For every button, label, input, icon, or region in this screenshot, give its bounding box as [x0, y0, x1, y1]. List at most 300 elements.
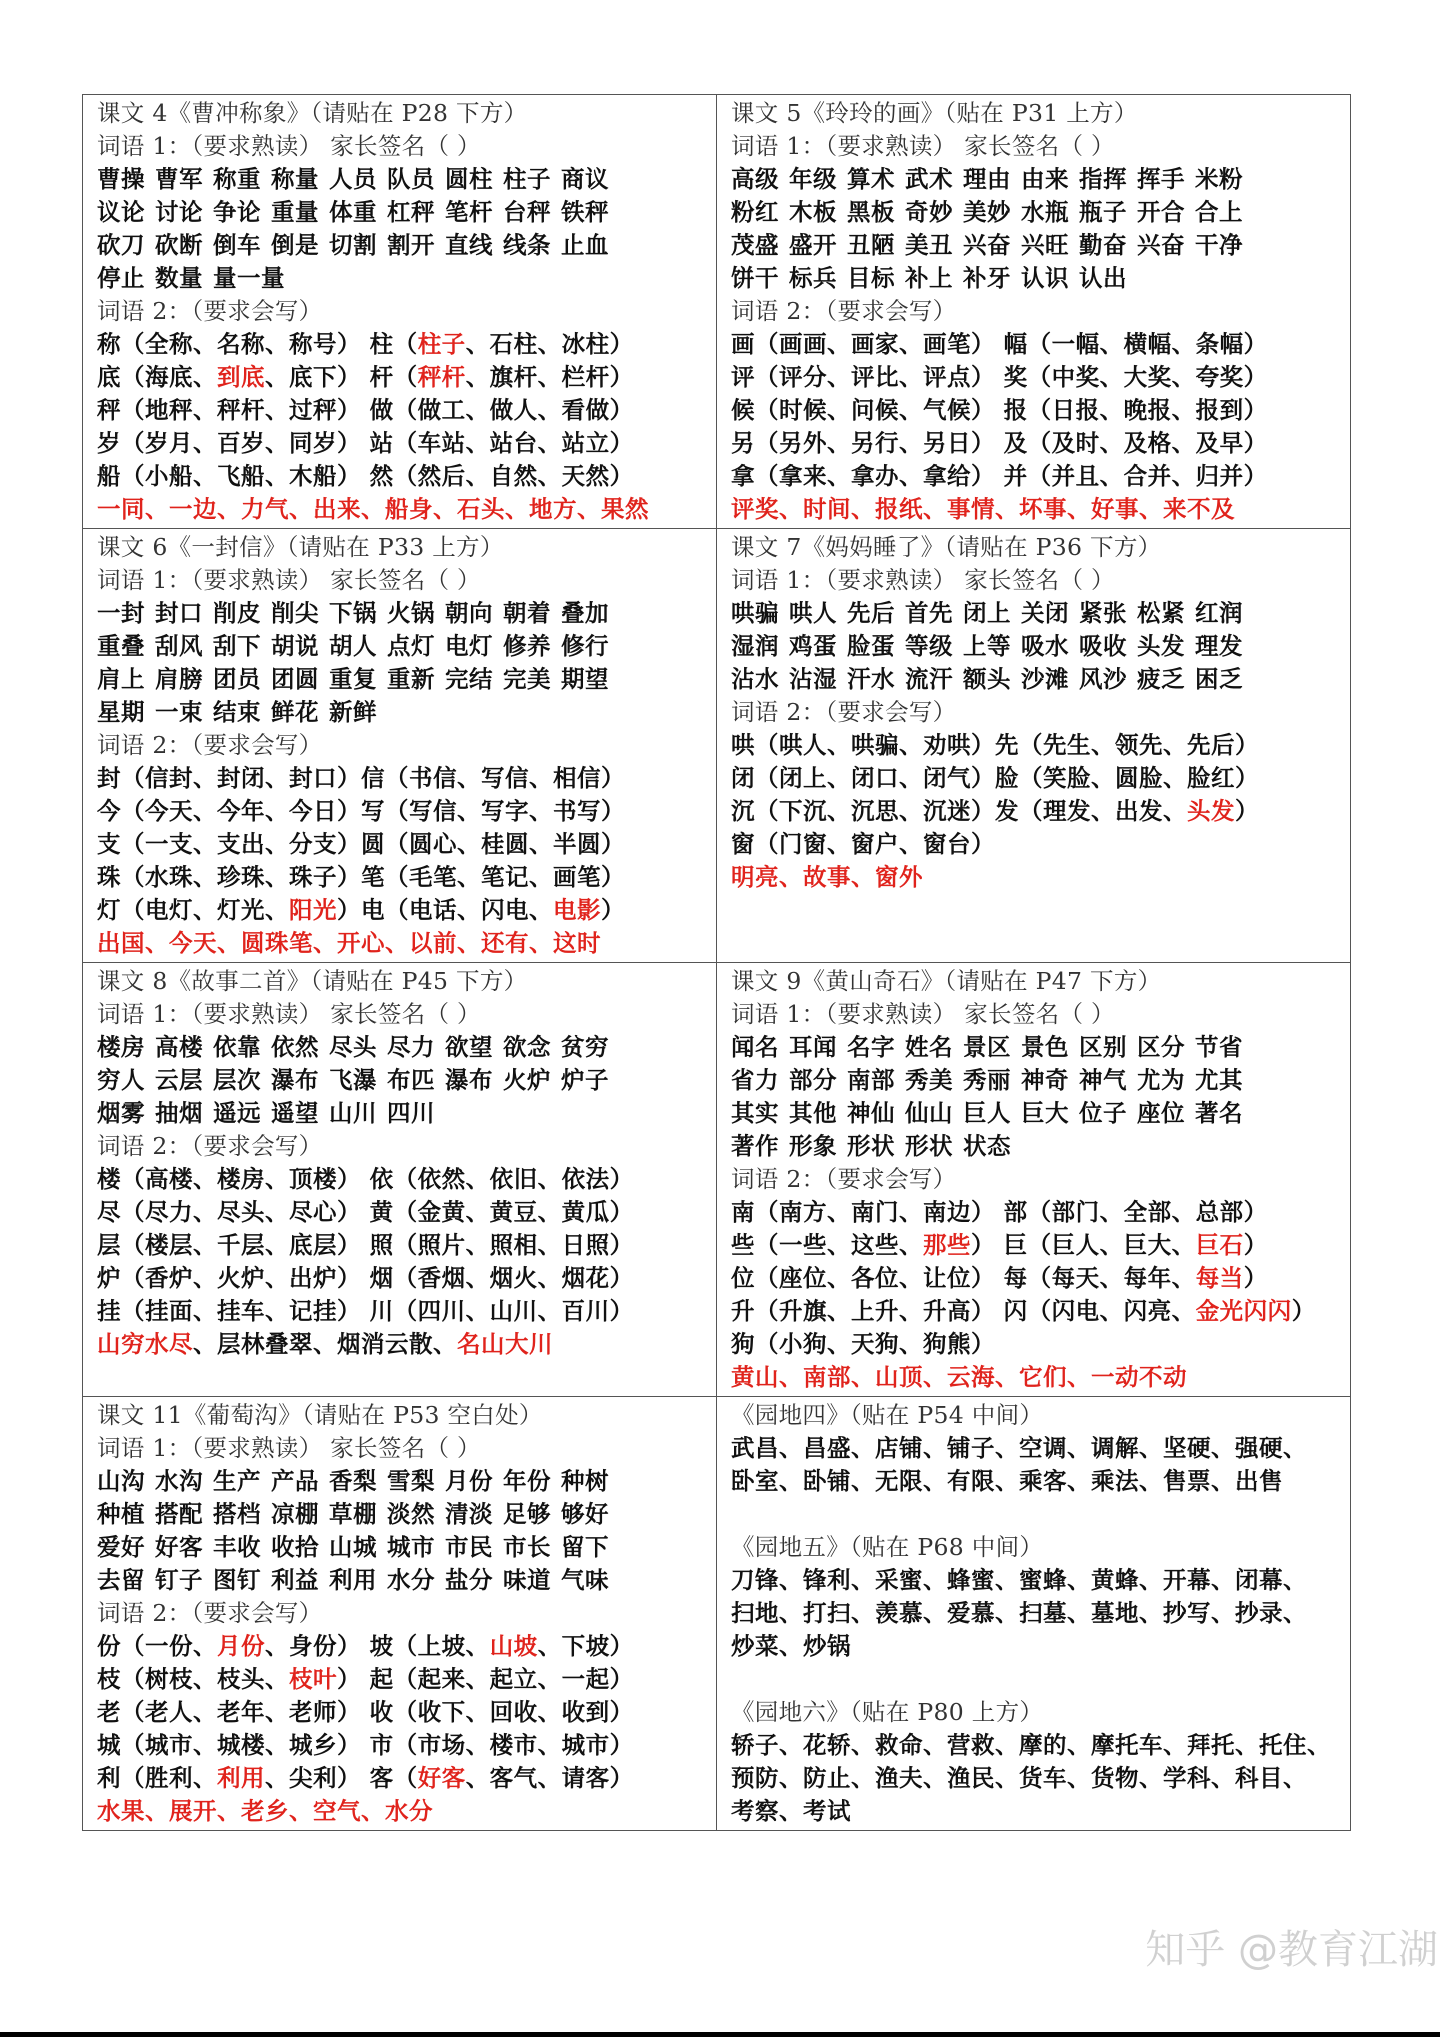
vocab-word: 圆柱	[445, 165, 493, 193]
lesson-cell	[717, 529, 1351, 963]
vocab-word: 兴旺	[1021, 231, 1069, 259]
highlight-text: 山穷水尽	[97, 1330, 193, 1358]
writing-words-row	[97, 894, 706, 927]
vocab-word: 盛开	[789, 231, 837, 259]
vocab-word: 电灯	[445, 632, 493, 660]
vocab-word: 爱好	[97, 1533, 145, 1561]
vocab-word: 肩膀	[155, 665, 203, 693]
section-heading: 《园地六》（贴在 P80 上方）	[731, 1698, 1044, 1726]
writing-words-row	[731, 1795, 1340, 1828]
vocab-word: 云层	[155, 1066, 203, 1094]
highlight-text: 山坡	[489, 1632, 538, 1660]
row-text: 考察、考试	[731, 1797, 851, 1825]
vocab-word: 由来	[1021, 165, 1069, 193]
writing-words-row	[97, 1262, 706, 1295]
vocab-word: 理发	[1195, 632, 1243, 660]
vocab-word: 结束	[213, 698, 261, 726]
vocab-word: 香梨	[329, 1467, 377, 1495]
highlight-text: 黄山、南部、山顶、云海、它们、一动不动	[731, 1363, 1187, 1391]
row-text: 、石柱、冰柱）	[465, 330, 634, 358]
vocab-word: 吸水	[1021, 632, 1069, 660]
writing-words-row	[731, 1328, 1340, 1361]
vocab-word: 脸蛋	[847, 632, 895, 660]
vocab-word: 城市	[387, 1533, 435, 1561]
vocab-word: 团员	[213, 665, 261, 693]
row-text: 城（城市、城楼、城乡） 市（市场、楼市、城市）	[97, 1731, 634, 1759]
vocab-word: 欲念	[503, 1033, 551, 1061]
vocab-word: 尽力	[387, 1033, 435, 1061]
row-text: 珠（水珠、珍珠、珠子）笔（毛笔、笔记、画笔）	[97, 863, 625, 891]
highlight-text: 枝叶	[289, 1665, 337, 1693]
vocab-word: 困乏	[1195, 665, 1243, 693]
vocab-word: 合上	[1195, 198, 1243, 226]
row-text: 今（今天、今年、今日）写（写信、写字、书写）	[97, 797, 625, 825]
row-text: ） 起（起来、起立、一起）	[337, 1665, 634, 1693]
vocab-word: 巨大	[1021, 1099, 1069, 1127]
vocab-word: 风沙	[1079, 665, 1127, 693]
vocab-word: 层次	[213, 1066, 261, 1094]
vocab-word: 刮下	[213, 632, 261, 660]
vocab-word: 淡然	[387, 1500, 435, 1528]
writing-words-row	[97, 1163, 706, 1196]
writing-words-row	[97, 1795, 706, 1828]
vocab-word: 称量	[271, 165, 319, 193]
vocab-word: 修行	[561, 632, 609, 660]
vocab-word: 市长	[503, 1533, 551, 1561]
vocab-word: 利用	[329, 1566, 377, 1594]
writing-words-row	[97, 1229, 706, 1262]
vocab-word: 朝向	[445, 599, 493, 627]
writing-words-row	[731, 1762, 1340, 1795]
vocab-word: 松紧	[1137, 599, 1185, 627]
vocab-word: 种树	[561, 1467, 609, 1495]
vocab-word: 胡人	[329, 632, 377, 660]
writing-words-row	[97, 394, 706, 427]
section-heading: 词语 2：（要求会写）	[731, 297, 957, 325]
vocab-word: 曹操	[97, 165, 145, 193]
vocab-word: 神仙	[847, 1099, 895, 1127]
bottom-bar	[0, 2032, 1440, 2037]
vocab-word: 部分	[789, 1066, 837, 1094]
writing-words-row	[97, 927, 706, 960]
vocab-word: 笔杆	[445, 198, 493, 226]
row-text: 刀锋、锋利、采蜜、蜂蜜、蜜蜂、黄蜂、开幕、闭幕、	[731, 1566, 1307, 1594]
row-text: 岁（岁月、百岁、同岁） 站（车站、站台、站立）	[97, 429, 634, 457]
writing-words-row	[731, 1295, 1340, 1328]
vocab-word: 补上	[905, 264, 953, 292]
writing-words-row	[731, 1196, 1340, 1229]
reading-words-row	[731, 1064, 1340, 1097]
highlight-text: 秤杆	[417, 363, 466, 391]
row-text: 哄（哄人、哄骗、劝哄）先（先生、领先、先后）	[731, 731, 1259, 759]
vocab-word: 重复	[329, 665, 377, 693]
writing-words-row	[731, 394, 1340, 427]
reading-words-row	[731, 1031, 1340, 1064]
vocab-word: 山城	[329, 1533, 377, 1561]
writing-words-row	[731, 795, 1340, 828]
vocab-word: 布匹	[387, 1066, 435, 1094]
vocab-word: 倒车	[213, 231, 261, 259]
writing-words-row	[731, 1361, 1340, 1394]
reading-words-row	[97, 262, 706, 295]
vocab-word: 修养	[503, 632, 551, 660]
vocab-word: 争论	[213, 198, 261, 226]
vocab-word: 省力	[731, 1066, 779, 1094]
highlight-text: 好客	[417, 1764, 466, 1792]
blank-line	[731, 1663, 1340, 1696]
vocab-word: 封口	[155, 599, 203, 627]
writing-words-row	[97, 1630, 706, 1663]
vocab-word: 下锅	[329, 599, 377, 627]
vocab-word: 星期	[97, 698, 145, 726]
vocab-word: 够好	[561, 1500, 609, 1528]
row-text: 炉（香炉、火炉、出炉） 烟（香烟、烟火、烟花）	[97, 1264, 634, 1292]
writing-words-row	[731, 1564, 1340, 1597]
highlight-text: 到底	[217, 363, 265, 391]
vocab-word: 一束	[155, 698, 203, 726]
vocab-word: 火锅	[387, 599, 435, 627]
section-heading: 《园地四》（贴在 P54 中间）	[731, 1401, 1044, 1429]
section-heading: 词语 2：（要求会写）	[97, 1132, 323, 1160]
row-text: 秤（地秤、秤杆、过秤） 做（做工、做人、看做）	[97, 396, 634, 424]
row-text: 楼（高楼、楼房、顶楼） 依（依然、依旧、依法）	[97, 1165, 634, 1193]
vocab-word: 商议	[561, 165, 609, 193]
row-text: ）	[1235, 797, 1259, 825]
vocab-word: 秀丽	[963, 1066, 1011, 1094]
section-heading: 《园地五》（贴在 P68 中间）	[731, 1533, 1044, 1561]
vocab-word: 区分	[1137, 1033, 1185, 1061]
vocab-word: 名字	[847, 1033, 895, 1061]
vocab-word: 额头	[963, 665, 1011, 693]
vocab-word: 年份	[503, 1467, 551, 1495]
row-text: 、旗杆、栏杆）	[465, 363, 634, 391]
vocab-word: 利益	[271, 1566, 319, 1594]
vocab-word: 丰收	[213, 1533, 261, 1561]
vocab-word: 雪梨	[387, 1467, 435, 1495]
writing-words-row	[731, 493, 1340, 526]
vocab-word: 柱子	[503, 165, 551, 193]
vocab-word: 等级	[905, 632, 953, 660]
reading-words-row	[731, 630, 1340, 663]
writing-words-row	[97, 493, 706, 526]
highlight-text: 电影	[553, 896, 601, 924]
vocab-word: 四川	[387, 1099, 435, 1127]
vocab-word: 形状	[905, 1132, 953, 1160]
highlight-text: 柱子	[417, 330, 466, 358]
vocab-word: 仙山	[905, 1099, 953, 1127]
vocab-word: 市民	[445, 1533, 493, 1561]
vocab-word: 人员	[329, 165, 377, 193]
vocab-word: 美丑	[905, 231, 953, 259]
row-text: 挂（挂面、挂车、记挂） 川（四川、山川、百川）	[97, 1297, 634, 1325]
reading-words-row	[97, 1564, 706, 1597]
reading-words-row	[731, 663, 1340, 696]
vocab-word: 瓶子	[1079, 198, 1127, 226]
vocab-word: 理由	[963, 165, 1011, 193]
vocab-word: 节省	[1195, 1033, 1243, 1061]
highlight-text: 一同、一边、力气、出来、船身、石头、地方、果然	[97, 495, 649, 523]
vocab-word: 飞瀑	[329, 1066, 377, 1094]
vocab-word: 流汗	[905, 665, 953, 693]
row-text: ）电（电话、闪电、	[337, 896, 553, 924]
vocab-word: 产品	[271, 1467, 319, 1495]
vocab-word: 砍断	[155, 231, 203, 259]
vocab-word: 完美	[503, 665, 551, 693]
row-text: ）	[1243, 1264, 1268, 1292]
vocab-word: 认出	[1079, 264, 1127, 292]
vocab-word: 座位	[1137, 1099, 1185, 1127]
reading-words-row	[97, 1531, 706, 1564]
vocab-word: 图钉	[213, 1566, 261, 1594]
vocab-word: 著名	[1195, 1099, 1243, 1127]
row-text: 武昌、昌盛、店铺、铺子、空调、调解、坚硬、强硬、	[731, 1434, 1307, 1462]
vocab-word: 气味	[561, 1566, 609, 1594]
vocab-word: 穷人	[97, 1066, 145, 1094]
writing-words-row	[731, 762, 1340, 795]
row-text: 卧室、卧铺、无限、有限、乘客、乘法、售票、出售	[731, 1467, 1283, 1495]
row-text: 尽（尽力、尽头、尽心） 黄（金黄、黄豆、黄瓜）	[97, 1198, 634, 1226]
reading-words-row	[97, 1064, 706, 1097]
vocab-word: 目标	[847, 264, 895, 292]
vocab-word: 闭上	[963, 599, 1011, 627]
vocab-word: 景色	[1021, 1033, 1069, 1061]
vocab-word: 削皮	[213, 599, 261, 627]
vocab-word: 算术	[847, 165, 895, 193]
vocab-word: 台秤	[503, 198, 551, 226]
highlight-text: 金光闪闪	[1195, 1297, 1292, 1325]
vocab-word: 闻名	[731, 1033, 779, 1061]
vocab-word: 完结	[445, 665, 493, 693]
vocab-word: 头发	[1137, 632, 1185, 660]
vocab-word: 兴奋	[963, 231, 1011, 259]
section-heading: 词语 2：（要求会写）	[731, 1165, 957, 1193]
lesson-cell	[717, 95, 1351, 529]
vocab-word: 肩上	[97, 665, 145, 693]
row-text: 南（南方、南门、南边） 部（部门、全部、总部）	[731, 1198, 1268, 1226]
writing-words-row	[97, 1696, 706, 1729]
vocab-word: 神奇	[1021, 1066, 1069, 1094]
writing-words-row	[97, 762, 706, 795]
vocab-word: 讨论	[155, 198, 203, 226]
vocab-word: 新鲜	[329, 698, 377, 726]
section-heading: 课文 8《故事二首》（请贴在 P45 下方）	[97, 967, 528, 995]
highlight-text: 评奖、时间、报纸、事情、坏事、好事、来不及	[731, 495, 1235, 523]
highlight-text: 月份	[217, 1632, 265, 1660]
vocab-word: 尤其	[1195, 1066, 1243, 1094]
writing-words-row	[97, 795, 706, 828]
reading-words-row	[97, 196, 706, 229]
vocab-word: 钉子	[155, 1566, 203, 1594]
vocab-word: 沾湿	[789, 665, 837, 693]
vocab-word: 足够	[503, 1500, 551, 1528]
vocab-word: 标兵	[789, 264, 837, 292]
row-text: 底（海底、	[97, 363, 217, 391]
writing-words-row	[731, 460, 1340, 493]
vocab-word: 火炉	[503, 1066, 551, 1094]
vocab-word: 形象	[789, 1132, 837, 1160]
writing-words-row	[731, 1729, 1340, 1762]
highlight-text: 头发	[1187, 797, 1235, 825]
vocab-word: 遥望	[271, 1099, 319, 1127]
section-heading: 词语 1：（要求熟读） 家长签名（ ）	[97, 1000, 481, 1028]
row-text: 份（一份、	[97, 1632, 217, 1660]
row-text: 狗（小狗、天狗、狗熊）	[731, 1330, 995, 1358]
row-text: 画（画画、画家、画笔） 幅（一幅、横幅、条幅）	[731, 330, 1268, 358]
row-text: 灯（电灯、灯光、	[97, 896, 289, 924]
section-heading: 课文 11《葡萄沟》（请贴在 P53 空白处）	[97, 1401, 543, 1429]
vocab-word: 秀美	[905, 1066, 953, 1094]
vocab-word: 去留	[97, 1566, 145, 1594]
row-text: 、尖利） 客（	[265, 1764, 418, 1792]
reading-words-row	[97, 1465, 706, 1498]
lesson-cell	[83, 529, 717, 963]
writing-words-row	[97, 1295, 706, 1328]
lesson-cell	[83, 963, 717, 1397]
vocab-word: 贫穷	[561, 1033, 609, 1061]
writing-words-row	[731, 861, 1340, 894]
vocab-word: 止血	[561, 231, 609, 259]
vocab-word: 期望	[561, 665, 609, 693]
reading-words-row	[97, 1097, 706, 1130]
vocab-word: 月份	[445, 1467, 493, 1495]
vocab-word: 南部	[847, 1066, 895, 1094]
highlight-text: 明亮、故事、窗外	[731, 863, 923, 891]
vocab-word: 上等	[963, 632, 1011, 660]
reading-words-row	[97, 630, 706, 663]
vocab-word: 湿润	[731, 632, 779, 660]
reading-words-row	[731, 229, 1340, 262]
vocab-word: 草棚	[329, 1500, 377, 1528]
row-text: 、身份） 坡（上坡、	[265, 1632, 490, 1660]
highlight-text: 名山大川	[457, 1330, 553, 1358]
vocab-word: 砍刀	[97, 231, 145, 259]
section-heading: 词语 1：（要求熟读） 家长签名（ ）	[97, 1434, 481, 1462]
vocab-word: 干净	[1195, 231, 1243, 259]
vocab-word: 饼干	[731, 264, 779, 292]
vocab-word: 数量	[155, 264, 203, 292]
section-heading: 课文 5《玲玲的画》（贴在 P31 上方）	[731, 99, 1138, 127]
vocab-word: 曹军	[155, 165, 203, 193]
vocab-word: 好客	[155, 1533, 203, 1561]
vocab-word: 重量	[271, 198, 319, 226]
writing-words-row	[97, 328, 706, 361]
vocab-word: 哄骗	[731, 599, 779, 627]
row-text: 轿子、花轿、救命、营救、摩的、摩托车、拜托、托住、	[731, 1731, 1331, 1759]
vocab-word: 米粉	[1195, 165, 1243, 193]
writing-words-row	[97, 1729, 706, 1762]
row-text: 窗（门窗、窗户、窗台）	[731, 830, 995, 858]
vocab-word: 一封	[97, 599, 145, 627]
reading-words-row	[97, 229, 706, 262]
row-text: 候（时候、问候、气候） 报（日报、晚报、报到）	[731, 396, 1268, 424]
vocab-word: 体重	[329, 198, 377, 226]
vocab-word: 生产	[213, 1467, 261, 1495]
lesson-cell	[717, 1397, 1351, 1831]
section-heading: 词语 2：（要求会写）	[97, 731, 323, 759]
vocab-word: 团圆	[271, 665, 319, 693]
row-text: 船（小船、飞船、木船） 然（然后、自然、天然）	[97, 462, 634, 490]
vocab-word: 依然	[271, 1033, 319, 1061]
highlight-text: 利用	[217, 1764, 265, 1792]
section-heading: 词语 2：（要求会写）	[97, 1599, 323, 1627]
vocab-word: 铁秤	[561, 198, 609, 226]
vocab-word: 倒是	[271, 231, 319, 259]
writing-words-row	[731, 1262, 1340, 1295]
section-heading: 词语 1：（要求熟读） 家长签名（ ）	[731, 132, 1115, 160]
vocab-word: 其实	[731, 1099, 779, 1127]
lesson-cell	[83, 1397, 717, 1831]
row-text: 、客气、请客）	[465, 1764, 634, 1792]
vocab-word: 杠秤	[387, 198, 435, 226]
vocab-word: 味道	[503, 1566, 551, 1594]
writing-words-row	[731, 328, 1340, 361]
vocab-word: 直线	[445, 231, 493, 259]
blank-line	[731, 894, 1340, 927]
section-heading: 课文 9《黄山奇石》（请贴在 P47 下方）	[731, 967, 1162, 995]
row-text: 枝（树枝、枝头、	[97, 1665, 289, 1693]
highlight-text: 那些	[923, 1231, 971, 1259]
row-text: 另（另外、另行、另日） 及（及时、及格、及早）	[731, 429, 1268, 457]
vocab-word: 称重	[213, 165, 261, 193]
writing-words-row	[731, 1630, 1340, 1663]
vocab-word: 形状	[847, 1132, 895, 1160]
vocab-word: 勤奋	[1079, 231, 1127, 259]
vocab-word: 队员	[387, 165, 435, 193]
reading-words-row	[731, 1097, 1340, 1130]
vocab-word: 年级	[789, 165, 837, 193]
vocab-word: 盐分	[445, 1566, 493, 1594]
vocab-word: 点灯	[387, 632, 435, 660]
section-heading: 词语 1：（要求熟读） 家长签名（ ）	[97, 566, 481, 594]
section-heading: 课文 7《妈妈睡了》（请贴在 P36 下方）	[731, 533, 1162, 561]
reading-words-row	[731, 597, 1340, 630]
vocab-word: 水分	[387, 1566, 435, 1594]
vocab-word: 黑板	[847, 198, 895, 226]
vocab-word: 丑陋	[847, 231, 895, 259]
row-text: 预防、防止、渔夫、渔民、货车、货物、学科、科目、	[731, 1764, 1307, 1792]
vocab-word: 线条	[503, 231, 551, 259]
row-text: 位（座位、各位、让位） 每（每天、每年、	[731, 1264, 1196, 1292]
vocab-word: 汗水	[847, 665, 895, 693]
row-text: 拿（拿来、拿办、拿给） 并（并且、合并、归并）	[731, 462, 1268, 490]
row-text: 利（胜利、	[97, 1764, 217, 1792]
row-text: 沉（下沉、沉思、沉迷）发（理发、出发、	[731, 797, 1187, 825]
blank-line	[731, 1498, 1340, 1531]
vocab-word: 高楼	[155, 1033, 203, 1061]
reading-words-row	[731, 163, 1340, 196]
vocab-word: 重叠	[97, 632, 145, 660]
writing-words-row	[731, 1597, 1340, 1630]
highlight-text: 每当	[1195, 1264, 1244, 1292]
row-text: 支（一支、支出、分支）圆（圆心、桂圆、半圆）	[97, 830, 625, 858]
reading-words-row	[97, 696, 706, 729]
vocab-word: 沙滩	[1021, 665, 1069, 693]
vocab-word: 红润	[1195, 599, 1243, 627]
lesson-cell	[717, 963, 1351, 1397]
writing-words-row	[731, 828, 1340, 861]
vocab-word: 开合	[1137, 198, 1185, 226]
vocab-word: 哄人	[789, 599, 837, 627]
row-text: 老（老人、老年、老师） 收（收下、回收、收到）	[97, 1698, 634, 1726]
vocab-word: 刮风	[155, 632, 203, 660]
reading-words-row	[97, 1498, 706, 1531]
writing-words-row	[731, 427, 1340, 460]
vocab-word: 关闭	[1021, 599, 1069, 627]
highlight-text: 水果、展开、老乡、空气、水分	[97, 1797, 433, 1825]
vocab-word: 朝着	[503, 599, 551, 627]
vocab-word: 武术	[905, 165, 953, 193]
highlight-text: 阳光	[289, 896, 337, 924]
